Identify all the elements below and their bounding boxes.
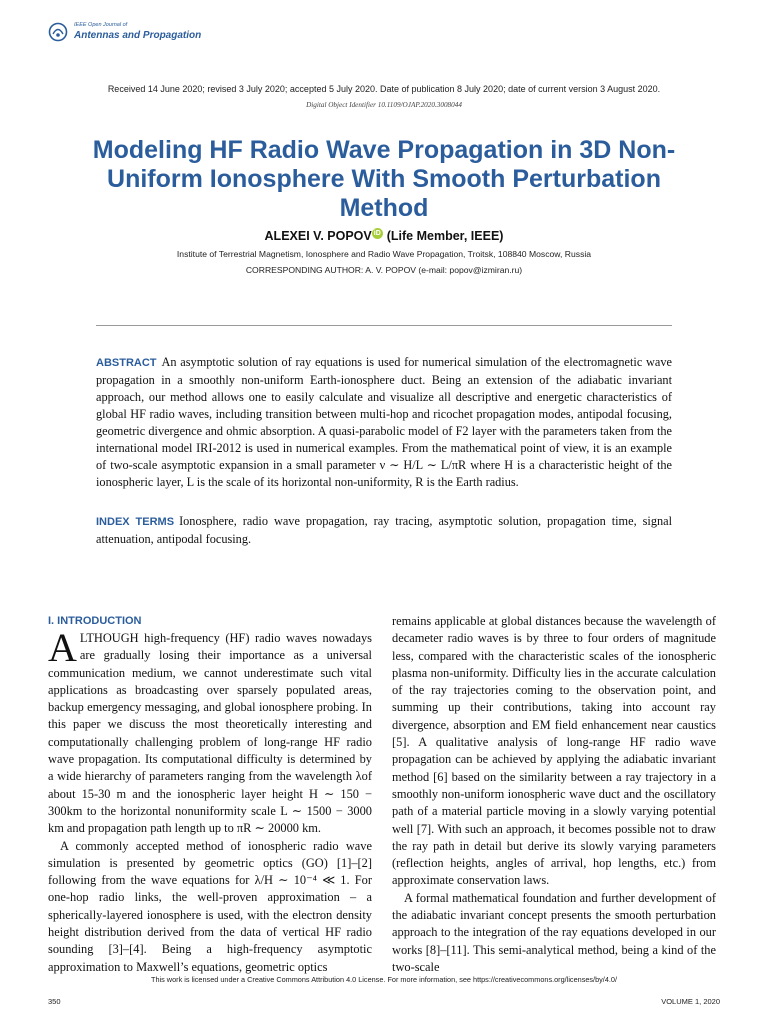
paper-title: Modeling HF Radio Wave Propagation in 3D Non-Uniform Ionosphere With Smooth Perturbation Method	[92, 136, 676, 222]
abstract-label: ABSTRACT	[96, 357, 157, 369]
journal-small-title: IEEE Open Journal of	[74, 22, 128, 29]
index-terms-text: Ionosphere, radio wave propagation, ray tracing, asymptotic solution, propagation time, signal attenuation, antipodal focusing.	[96, 514, 672, 546]
orcid-icon[interactable]: iD	[373, 230, 381, 237]
paragraph-text: LTHOUGH high-frequency (HF) radio waves nowadays are gradually losing their importance as a universal communication medium, we cannot underestimate such vital applications as broadcasting over sparsely populated areas, backup emergency messaging, and global ionosphere probing. In this paper we discuss the most theoretically interesting and computationally challenging problem of long-range HF radio wave propagation. Its computational difficulty is determined by a wide hierarchy of parameters ranging from the wavelength λof about 15-30 m and the ionospheric layer height H ∼ 150 − 300km to the horizontal nonuniformity scale L ∼ 1500 − 3000 km and propagation path length up to πR ∼ 20000 km.	[48, 631, 372, 836]
corresponding-author: CORRESPONDING AUTHOR: A. V. POPOV (e-mail: popov@izmiran.ru)	[245, 265, 523, 275]
author-membership: (Life Member, IEEE)	[386, 229, 504, 244]
paragraph: A formal mathematical foundation and further development of the adiabatic invariant concept presents the smooth perturbation approach to the integration of the ray equations developed in our works [8]–[11]. This semi-analytical method, being a kind of the two-scale	[392, 890, 716, 974]
journal-name: Antennas and Propagation	[74, 29, 202, 41]
abstract-text: An asymptotic solution of ray equations is used for numerical simulation of the electromagnetic wave propagation in a smoothly non-uniform Earth-ionosphere duct. Being an extension of the adiabatic invariant approach, our method allows one to easily calculate and visualize all descriptive and energetic characteristics of global HF radio waves, including transition between multi-hop and ricochet propagation modes, antipodal focusing, geometric divergence and ohmic absorption. A quasi-parabolic model of F2 layer with the parameters taken from the international model IRI-2012 is used in numerical examples. From the mathematical point of view, it is an example of two-scale asymptotic expansion in a small parameter ν ∼ H/L ∼ L/πR where H is a characteristic height of the ionospheric layer, L is the scale of its horizontal non-uniformity, R is the Earth radius.	[96, 355, 672, 489]
index-terms	[96, 513, 672, 548]
author-name: ALEXEI V. POPOV	[264, 229, 372, 244]
section-divider	[96, 325, 672, 326]
paragraph: remains applicable at global distances because the wavelength of decameter radio waves is by three to four orders of magnitude less, compared with the characteristic scales of the ionospheric plasma non-uniformity. Difficulty lies in the accurate calculation of the ray trajectories coming to the observation point, and summing up their contributions, taking into account ray divergence, absorption and EM field enhancement near caustics [5]. A qualitative analysis of long-range HF radio wave propagation can be achieved by applying the adiabatic invariant method [6] based on the similarity between a ray trajectory in a smoothly non-uniform ionospheric wave duct and the oscillatory path of a material particle moving in a slowly varying potential well [7]. With such an approach, it becomes possible not to draw the ray path in detail but derive its slowly varying parameters (reflection heights, angles of arrival, hop lengths, etc.) from approximate conservation laws.	[392, 614, 716, 888]
right-column	[392, 613, 716, 976]
license-note: This work is licensed under a Creative Commons Attribution 4.0 License. For more information, see https://creativecommons.org/licenses/by/4.0/	[151, 975, 617, 984]
index-terms-label: INDEX TERMS	[96, 516, 175, 528]
paragraph: A commonly accepted method of ionospheric radio wave simulation is presented by geometric optics (GO) [1]–[2] following from the wave equations for λ/H ∼ 10⁻⁴ ≪ 1. For one-hop radio links, the well-proven approximation – a spherically-layered ionosphere is used, with the electron density height distribution derived from the data of vertical HF radio sounding [3]–[4]. Being a high-frequency asymptotic approximation to Maxwell’s equations, geometric optics	[48, 838, 372, 974]
left-column	[48, 613, 372, 976]
received-dates: Received 14 June 2020; revised 3 July 2020; accepted 5 July 2020. Date of publication 8 July 2020; date of current version 3 August 2020.	[107, 84, 661, 94]
paragraph	[48, 625, 372, 838]
abstract	[96, 354, 672, 491]
section-heading: I. INTRODUCTION	[48, 615, 142, 627]
page-number: 350	[48, 997, 61, 1006]
journal-header	[48, 22, 201, 42]
drop-cap: A	[48, 625, 77, 670]
volume-label: VOLUME 1, 2020	[661, 997, 720, 1006]
author-line	[0, 228, 768, 243]
doi-line: Digital Object Identifier 10.1109/OJAP.2020.3008044	[306, 101, 462, 109]
affiliation: Institute of Terrestrial Magnetism, Ionosphere and Radio Wave Propagation, Troitsk, 108840 Moscow, Russia	[176, 249, 592, 259]
journal-logo-icon	[48, 22, 68, 42]
